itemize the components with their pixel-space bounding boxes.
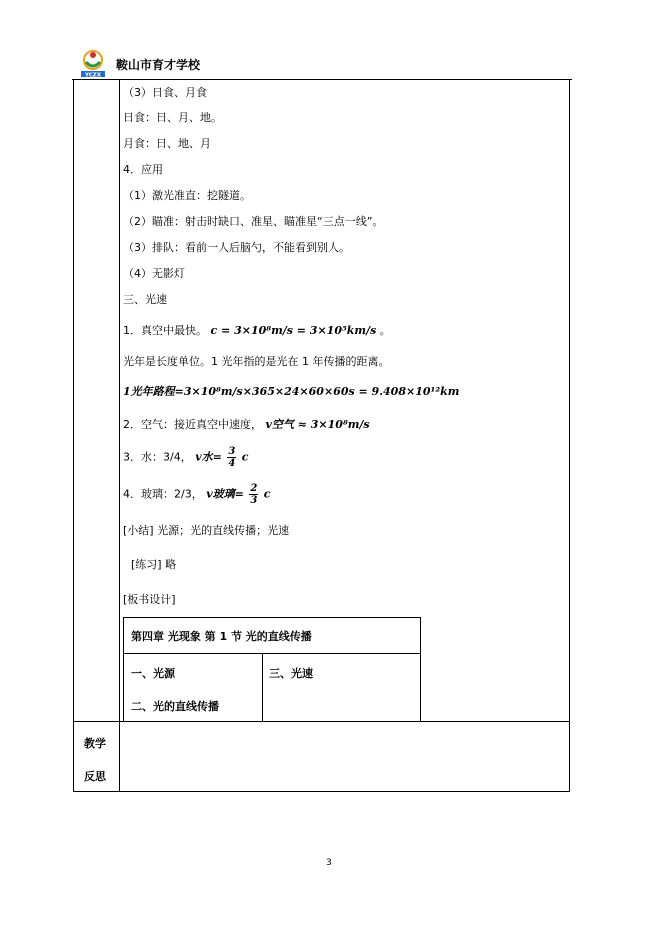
speed-glass-c: c	[263, 487, 271, 501]
section-heading: 三、光速	[123, 293, 167, 306]
board-design-label: [板书设计]	[123, 593, 176, 606]
fraction-denominator: 3	[250, 495, 258, 506]
board-item-straight-propagation: 二、光的直线传播	[131, 700, 219, 713]
text-line: （4）无影灯	[123, 267, 185, 280]
speed-water-var: v水=	[195, 450, 222, 464]
lightyear-formula-line	[123, 385, 459, 399]
speed-water-fraction	[227, 446, 236, 469]
lightyear-definition: 光年是长度单位。1 光年指的是光在 1 年传播的距离。	[123, 355, 390, 368]
fraction-numerator: 2	[250, 483, 258, 494]
lightyear-formula: 1光年路程=3×10⁸m/s×365×24×60×60s = 9.408×10¹²km	[123, 385, 460, 398]
board-title: 第四章 光现象 第 1 节 光的直线传播	[131, 630, 312, 643]
speed-glass-fraction	[249, 483, 258, 506]
board-column-divider	[262, 653, 263, 722]
fraction-numerator: 3	[228, 446, 236, 457]
speed-vacuum-prefix: 1．真空中最快。	[123, 324, 207, 337]
text-line: 月食：日、地、月	[123, 137, 211, 150]
text-line: （2）瞄准：射击时缺口、准星、瞄准星“三点一线”。	[123, 215, 384, 228]
board-item-light-source: 一、光源	[131, 667, 175, 680]
text-line: （1）激光准直：挖隧道。	[123, 189, 251, 202]
svg-text:YCZX: YCZX	[84, 72, 102, 78]
speed-water-c: c	[241, 450, 249, 464]
board-title-row	[124, 618, 420, 654]
page-number: 3	[326, 858, 332, 868]
board-item-light-speed: 三、光速	[269, 667, 313, 680]
speed-air-line	[123, 418, 370, 432]
fraction-denominator: 4	[228, 458, 236, 469]
text-line: 日食：日、月、地。	[123, 111, 222, 124]
text-line: （3）日食、月食	[123, 86, 207, 99]
speed-air-formula: v空气 ≈ 3×10⁸m/s	[265, 418, 370, 431]
table-column-divider	[119, 79, 120, 792]
speed-air-prefix: 2．空气：接近真空中速度，	[123, 418, 262, 431]
speed-vacuum-line	[123, 324, 391, 338]
reflection-label-bottom: 反思	[84, 770, 106, 783]
speed-vacuum-suffix: 。	[379, 324, 391, 337]
text-line: 4．应用	[123, 163, 163, 176]
text-line: （3）排队：看前一人后脑勺，不能看到别人。	[123, 241, 350, 254]
practice-line: [练习] 略	[131, 558, 177, 571]
speed-glass-line	[123, 483, 270, 506]
speed-glass-prefix: 4．玻璃：2/3，	[123, 487, 203, 501]
summary-line: [小结] 光源；光的直线传播；光速	[123, 524, 290, 537]
speed-glass-var: v玻璃=	[206, 487, 244, 501]
speed-water-prefix: 3．水：3/4，	[123, 450, 192, 464]
board-design-table	[123, 617, 421, 722]
reflection-label-top: 教学	[84, 737, 106, 750]
speed-vacuum-formula: c = 3×10⁸m/s = 3×10⁵km/s	[210, 324, 377, 337]
page-header	[78, 48, 598, 80]
speed-water-line	[123, 446, 248, 469]
school-logo-icon	[78, 48, 108, 78]
school-name: 鞍山市育才学校	[116, 58, 201, 72]
